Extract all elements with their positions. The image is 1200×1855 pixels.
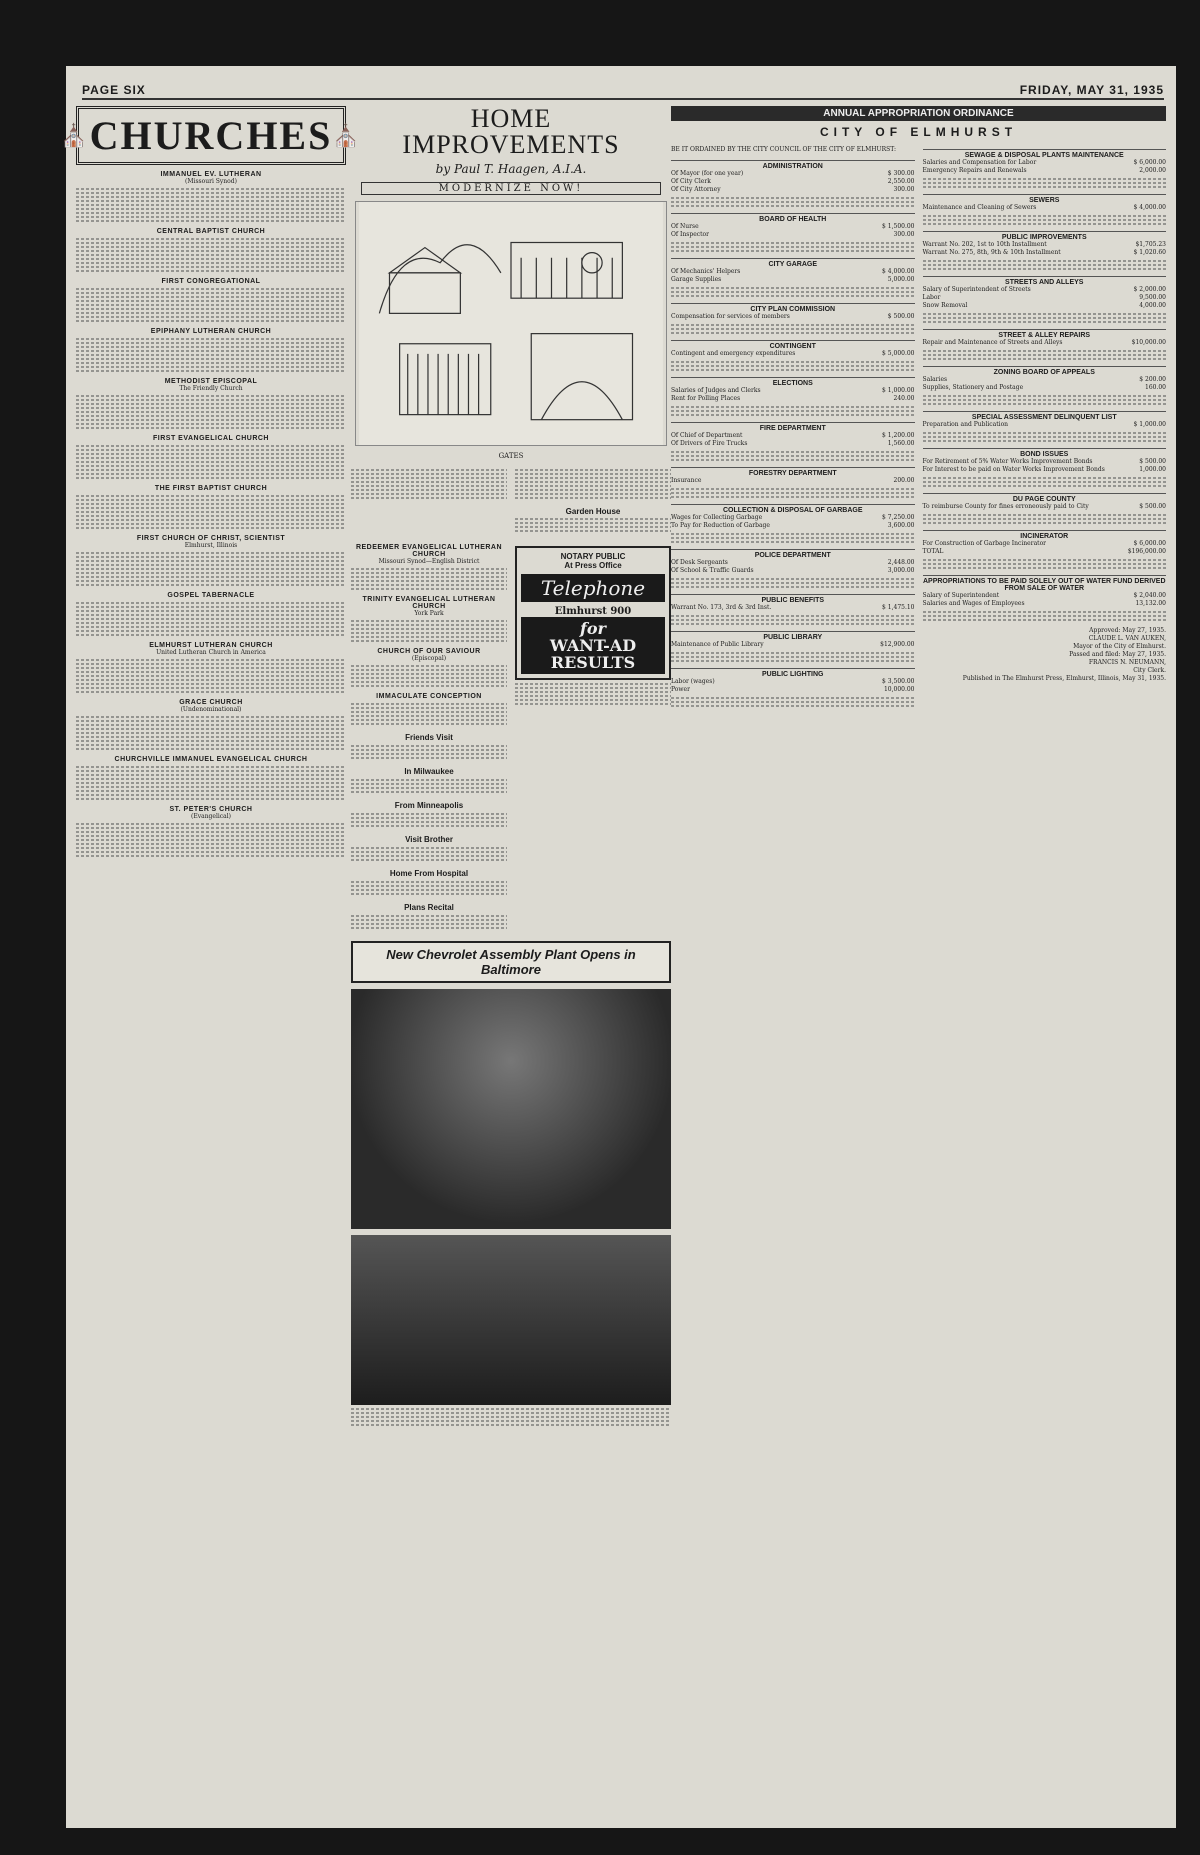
amount: $ 200.00	[1139, 376, 1166, 383]
body-text	[76, 602, 346, 636]
amount: $12,900.00	[880, 641, 915, 648]
amount: 10,000.00	[883, 686, 915, 693]
ordinance-section-title: SEWAGE & DISPOSAL PLANTS MAINTENANCE	[923, 149, 1167, 159]
church-name: EPIPHANY LUTHERAN CHURCH	[150, 328, 272, 335]
ordinance-section-title: PUBLIC LIGHTING	[671, 668, 915, 678]
church-name: METHODIST EPISCOPAL	[164, 378, 258, 385]
ordinance-section-title: SEWERS	[923, 194, 1167, 204]
notary-below-text	[515, 683, 671, 705]
body-text	[671, 287, 915, 297]
line-item: Power	[671, 686, 690, 693]
body-text	[923, 260, 1167, 270]
ordinance-row	[671, 477, 915, 485]
ordinance-row	[923, 294, 1167, 302]
body-text	[351, 813, 507, 827]
ordinance-section-title: PUBLIC BENEFITS	[671, 594, 915, 604]
line-item: Emergency Repairs and Renewals	[922, 167, 1027, 174]
line-item: Warrant No. 173, 3rd & 3rd Inst.	[671, 604, 772, 611]
amount: 300.00	[893, 231, 915, 238]
church-name: CHURCHVILLE IMMANUEL EVANGELICAL CHURCH	[114, 756, 308, 763]
ordinance-row	[923, 458, 1167, 466]
ordinance-title: ANNUAL APPROPRIATION ORDINANCE	[671, 106, 1166, 121]
amount: $ 1,020.60	[1133, 249, 1166, 256]
amount: $ 500.00	[1139, 458, 1166, 465]
body-text	[671, 197, 915, 207]
ordinance-row	[671, 432, 915, 440]
gates-text-left	[351, 467, 507, 534]
amount: $ 2,000.00	[1133, 286, 1166, 293]
body-text	[671, 488, 915, 498]
church-subtitle: The Friendly Church	[179, 385, 243, 392]
page-header	[82, 82, 1164, 100]
church-name: IMMACULATE CONCEPTION	[376, 693, 482, 700]
line-item: Of Desk Sergeants	[671, 559, 728, 566]
ordinance-row	[923, 421, 1167, 429]
line-item: To Pay for Reduction of Garbage	[671, 522, 770, 529]
ordinance-row	[671, 678, 915, 686]
gates-caption: GATES	[498, 452, 524, 460]
churches-column	[60, 106, 362, 1426]
line-item: Snow Removal	[922, 302, 968, 309]
amount: $ 300.00	[887, 170, 915, 177]
church-name: FIRST CHURCH OF CHRIST, SCIENTIST	[136, 535, 286, 542]
ordinance-row	[923, 241, 1167, 249]
church-listing	[76, 485, 346, 529]
ordinance-row	[923, 159, 1167, 167]
want-ad-block: for WANT-AD RESULTS	[521, 617, 665, 674]
body-text	[351, 703, 507, 725]
ordinance-row	[671, 686, 915, 694]
note-heading: Plans Recital	[404, 903, 454, 912]
line-item: Rent for Polling Places	[671, 395, 741, 402]
line-item: Salaries and Compensation for Labor	[922, 159, 1037, 166]
body-text	[923, 178, 1167, 188]
church-listing	[76, 592, 346, 636]
amount: $ 1,500.00	[882, 223, 915, 230]
home-improvements-title: HOME IMPROVEMENTS	[402, 104, 620, 159]
amount: $10,000.00	[1131, 339, 1166, 346]
line-item: Of Mayor (for one year)	[671, 170, 744, 177]
ordinance-section-title: CITY GARAGE	[671, 258, 915, 268]
amount: 9,500.00	[1139, 294, 1166, 301]
church-listing	[351, 648, 507, 687]
issue-date: FRIDAY, MAY 31, 1935	[1019, 83, 1164, 97]
line-item: Supplies, Stationery and Postage	[922, 384, 1024, 391]
line-item: Repair and Maintenance of Streets and Alleys	[922, 339, 1063, 346]
church-name: GOSPEL TABERNACLE	[167, 592, 255, 599]
amount: 1,560.00	[887, 440, 915, 447]
note-heading: From Minneapolis	[394, 801, 464, 810]
ordinance-section-title: SPECIAL ASSESSMENT DELINQUENT LIST	[923, 411, 1167, 421]
gates-text-right	[515, 467, 671, 534]
ordinance-left-sections	[671, 160, 915, 707]
church-name: THE FIRST BAPTIST CHURCH	[154, 485, 268, 492]
body-text	[76, 716, 346, 750]
telephone-label: Telephone	[521, 574, 665, 602]
line-item: For Construction of Garbage Incinerator	[922, 540, 1047, 547]
body-text	[923, 432, 1167, 442]
church-listing	[76, 378, 346, 429]
photo-caption	[351, 1408, 671, 1426]
ordinance-row	[671, 567, 915, 575]
amount: 300.00	[893, 186, 915, 193]
amount: $ 1,000.00	[882, 387, 915, 394]
line-item: Warrant No. 202, 1st to 10th Installment	[922, 241, 1047, 248]
body-text	[923, 350, 1167, 360]
line-item: Of School & Traffic Guards	[671, 567, 754, 574]
church-name: TRINITY EVANGELICAL LUTHERAN CHURCH	[362, 596, 496, 610]
amount: 200.00	[893, 477, 915, 484]
churches-heading: ⛪ CHURCHES ⛪	[76, 106, 346, 165]
ordinance-section-title: BOARD OF HEALTH	[671, 213, 915, 223]
body-text	[351, 779, 507, 793]
line-item: Warrant No. 275, 8th, 9th & 10th Installment	[922, 249, 1061, 256]
body-text	[671, 578, 915, 588]
garden-house-heading: Garden House	[565, 507, 621, 516]
ordinance-row	[923, 600, 1167, 608]
ordinance-section-title: ADMINISTRATION	[671, 160, 915, 170]
banquet-photo	[351, 989, 671, 1229]
amount: 13,132.00	[1135, 600, 1166, 607]
clerk-name: FRANCIS N. NEUMANN,	[1088, 659, 1166, 666]
body-text	[351, 620, 507, 642]
body-text	[76, 395, 346, 429]
gates-illustration	[355, 201, 667, 446]
body-text	[76, 338, 346, 372]
church-subtitle: York Park	[414, 610, 444, 617]
body-text	[76, 659, 346, 693]
amount: 160.00	[1145, 384, 1166, 391]
body-text	[671, 361, 915, 371]
ordinance-section-title: CONTINGENT	[671, 340, 915, 350]
lower-middle	[351, 538, 671, 931]
ordinance-row	[671, 514, 915, 522]
body-text	[351, 847, 507, 861]
line-item: Labor (wages)	[671, 678, 715, 685]
church-listing	[76, 435, 346, 479]
ordinance-section-title: FIRE DEPARTMENT	[671, 422, 915, 432]
line-item: Of Chief of Department	[671, 432, 743, 439]
amount: 4,000.00	[1139, 302, 1166, 309]
ordinance-left	[671, 143, 915, 709]
line-item: To reimburse County for fines erroneously paid to City	[922, 503, 1089, 510]
ordinance-columns	[671, 143, 1166, 709]
amount: $ 2,040.00	[1133, 592, 1166, 599]
amount: $ 1,000.00	[1133, 421, 1166, 428]
ordinance-row	[923, 204, 1167, 212]
body-text	[671, 615, 915, 625]
newspaper-page	[60, 66, 1176, 1828]
church-list-right	[351, 544, 507, 725]
church-listing	[76, 535, 346, 586]
body-text	[351, 915, 507, 929]
body-text	[671, 451, 915, 461]
ordinance-section-title: POLICE DEPARTMENT	[671, 549, 915, 559]
note-heading: Friends Visit	[405, 733, 453, 742]
body-text	[671, 324, 915, 334]
body-text	[76, 445, 346, 479]
gates-article	[351, 464, 671, 534]
church-name: ST. PETER'S CHURCH	[169, 806, 253, 813]
body-text	[923, 477, 1167, 487]
line-item: Wages for Collecting Garbage	[671, 514, 763, 521]
body-text	[351, 665, 507, 687]
line-item: Salaries of Judges and Clerks	[671, 387, 761, 394]
church-name: ELMHURST LUTHERAN CHURCH	[149, 642, 273, 649]
body-text	[923, 611, 1167, 621]
ordinance-row	[671, 641, 915, 649]
note-heading: Visit Brother	[405, 835, 453, 844]
church-listing	[76, 228, 346, 272]
church-listing	[351, 693, 507, 725]
church-name: FIRST EVANGELICAL CHURCH	[153, 435, 269, 442]
body-text	[76, 552, 346, 586]
line-item: Labor	[922, 294, 941, 301]
church-listing	[351, 544, 507, 590]
ordinance-approval: Approved: May 27, 1935. CLAUDE L. VAN AUKEN, Mayor of the City of Elmhurst. Passed and filed: May 27, 1935. FRANCIS N. NEUMANN, City Clerk. Published in The Elmhurst Press, Elmhurst, Illinois, May 31, 1935.	[923, 627, 1167, 683]
ordinance-right-sections	[923, 149, 1167, 621]
ordinance-row	[671, 350, 915, 358]
amount: 2,550.00	[887, 178, 915, 185]
line-item: Salaries and Wages of Employees	[922, 600, 1025, 607]
note-heading: In Milwaukee	[404, 767, 454, 776]
line-item: Of Nurse	[671, 223, 699, 230]
church-list	[76, 171, 346, 857]
ordinance-row	[671, 170, 915, 178]
line-item: Of Mechanics' Helpers	[671, 268, 741, 275]
ordinance-row	[923, 384, 1167, 392]
body-text	[76, 288, 346, 322]
ordinance-row	[923, 503, 1167, 511]
body-text	[923, 559, 1167, 569]
amount: $ 4,000.00	[1133, 204, 1166, 211]
church-subtitle: Elmhurst, Illinois	[184, 542, 238, 549]
church-subtitle: (Missouri Synod)	[185, 178, 237, 185]
ordinance-section-title: INCINERATOR	[923, 530, 1167, 540]
line-item: Of City Attorney	[671, 186, 721, 193]
body-text	[76, 188, 346, 222]
amount: 3,000.00	[887, 567, 915, 574]
ordinance-section-title: PUBLIC IMPROVEMENTS	[923, 231, 1167, 241]
mayor-name: CLAUDE L. VAN AUKEN,	[1088, 635, 1166, 642]
body-text	[76, 766, 346, 800]
ordinance-section-title: CITY PLAN COMMISSION	[671, 303, 915, 313]
church-name: CHURCH OF OUR SAVIOUR	[377, 648, 481, 655]
line-item: Of City Clerk	[671, 178, 711, 185]
church-name: GRACE CHURCH	[179, 699, 243, 706]
body-text	[923, 215, 1167, 225]
line-item: For Retirement of 5% Water Works Improvement Bonds	[922, 458, 1093, 465]
body-text	[671, 406, 915, 416]
church-name: IMMANUEL EV. LUTHERAN	[160, 171, 262, 178]
notary-ad	[515, 546, 671, 680]
ordinance-intro: BE IT ORDAINED BY THE CITY COUNCIL OF THE CITY OF ELMHURST:	[671, 146, 897, 153]
ordinance-row	[923, 540, 1167, 548]
phone-number: Elmhurst 900	[554, 606, 632, 617]
line-item: Maintenance and Cleaning of Sewers	[922, 204, 1037, 211]
ordinance-city: CITY OF ELMHURST	[819, 125, 1018, 139]
church-subtitle: (Evangelical)	[191, 813, 231, 820]
ordinance-row	[923, 466, 1167, 474]
ordinance-row	[671, 559, 915, 567]
church-listing	[76, 171, 346, 222]
church-listing	[76, 328, 346, 372]
amount: 2,000.00	[1139, 167, 1166, 174]
body-text	[351, 745, 507, 759]
line-item: Salary of Superintendent of Streets	[922, 286, 1031, 293]
line-item: Preparation and Publication	[922, 421, 1009, 428]
ordinance-row	[671, 276, 915, 284]
social-notes	[351, 733, 507, 929]
ordinance-row	[671, 604, 915, 612]
ordinance-row	[923, 249, 1167, 257]
ordinance-row	[923, 376, 1167, 384]
amount: 1,000.00	[1139, 466, 1166, 473]
church-name: REDEEMER EVANGELICAL LUTHERAN CHURCH	[355, 544, 503, 558]
body-text	[671, 697, 915, 707]
church-listing	[76, 699, 346, 750]
body-text	[76, 495, 346, 529]
notary-ad-column	[515, 538, 671, 931]
ordinance-row	[671, 178, 915, 186]
ordinance-row	[671, 522, 915, 530]
ordinance-row	[923, 339, 1167, 347]
amount: $ 500.00	[887, 313, 915, 320]
amount: $ 1,200.00	[882, 432, 915, 439]
line-item: Garage Supplies	[671, 276, 722, 283]
body-text	[76, 823, 346, 857]
ordinance-section-title: DU PAGE COUNTY	[923, 493, 1167, 503]
amount: $ 1,475.10	[882, 604, 915, 611]
church-listing	[351, 596, 507, 642]
ordinance-row	[923, 286, 1167, 294]
amount: $1,705.23	[1135, 241, 1166, 248]
amount: $196,000.00	[1127, 548, 1166, 555]
assembly-plant-photo	[351, 1235, 671, 1405]
notary-line1: NOTARY PUBLIC	[560, 552, 626, 561]
church-listing	[76, 806, 346, 857]
church-listing	[76, 642, 346, 693]
body-text	[351, 568, 507, 590]
ordinance-section-title: FORESTRY DEPARTMENT	[671, 467, 915, 477]
ordinance-row	[671, 223, 915, 231]
body-text	[351, 881, 507, 895]
amount: $ 3,500.00	[882, 678, 915, 685]
ordinance-right	[923, 143, 1167, 709]
amount: 240.00	[893, 395, 915, 402]
ordinance-section-title: ELECTIONS	[671, 377, 915, 387]
ordinance-row	[923, 592, 1167, 600]
amount: $ 5,000.00	[882, 350, 915, 357]
church-subtitle: Missouri Synod—English District	[378, 558, 480, 565]
line-item: Salaries	[922, 376, 948, 383]
body-text	[76, 238, 346, 272]
ordinance-row	[923, 167, 1167, 175]
amount: $ 7,250.00	[882, 514, 915, 521]
line-item: Of Inspector	[671, 231, 710, 238]
ordinance-section-title: COLLECTION & DISPOSAL OF GARBAGE	[671, 504, 915, 514]
line-item: Maintenance of Public Library	[671, 641, 764, 648]
note-heading: Home From Hospital	[389, 869, 469, 878]
line-item: Insurance	[671, 477, 702, 484]
line-item: For Interest to be paid on Water Works Improvement Bonds	[922, 466, 1105, 473]
line-item: Of Drivers of Fire Trucks	[671, 440, 748, 447]
church-subtitle: United Lutheran Church in America	[156, 649, 266, 656]
amount: $ 500.00	[1139, 503, 1166, 510]
modernize-banner: MODERNIZE NOW!	[361, 182, 661, 195]
line-item: Compensation for services of members	[671, 313, 790, 320]
ordinance-section-title: STREET & ALLEY REPAIRS	[923, 329, 1167, 339]
ordinance-column	[671, 106, 1166, 1806]
church-subtitle: (Episcopal)	[411, 655, 447, 662]
amount: 5,000.00	[887, 276, 915, 283]
amount: $ 6,000.00	[1133, 540, 1166, 547]
ordinance-row	[923, 302, 1167, 310]
amount: $ 6,000.00	[1133, 159, 1166, 166]
body-text	[671, 242, 915, 252]
amount: $ 4,000.00	[882, 268, 915, 275]
page-number: PAGE SIX	[82, 83, 146, 97]
body-text	[671, 652, 915, 662]
home-improvements-column	[351, 106, 671, 1596]
notary-line2: At Press Office	[564, 561, 622, 570]
church-name: CENTRAL BAPTIST CHURCH	[156, 228, 266, 235]
amount: 2,448.00	[887, 559, 915, 566]
ordinance-row	[671, 268, 915, 276]
body-text	[923, 514, 1167, 524]
ordinance-section-title: BOND ISSUES	[923, 448, 1167, 458]
ordinance-section-title: STREETS AND ALLEYS	[923, 276, 1167, 286]
ordinance-row	[671, 186, 915, 194]
body-text	[923, 395, 1167, 405]
church-name: FIRST CONGREGATIONAL	[161, 278, 261, 285]
ordinance-section-title: APPROPRIATIONS TO BE PAID SOLELY OUT OF WATER FUND DERIVED FROM SALE OF WATER	[923, 575, 1167, 592]
body-text	[923, 313, 1167, 323]
church-and-notes-column	[351, 538, 507, 931]
amount: 3,600.00	[887, 522, 915, 529]
ordinance-row	[671, 313, 915, 321]
church-subtitle: (Undenominational)	[180, 706, 242, 713]
line-item: TOTAL	[922, 548, 944, 555]
church-left-icon: ⛪	[60, 122, 90, 148]
ordinance-row	[671, 231, 915, 239]
ordinance-row	[671, 387, 915, 395]
line-item: Salary of Superintendent	[922, 592, 1000, 599]
ordinance-row	[671, 395, 915, 403]
church-right-icon: ⛪	[332, 122, 362, 148]
chevrolet-headline: New Chevrolet Assembly Plant Opens in Baltimore	[351, 941, 671, 983]
line-item: Contingent and emergency expenditures	[671, 350, 796, 357]
ordinance-row	[671, 440, 915, 448]
church-listing	[76, 756, 346, 800]
church-listing	[76, 278, 346, 322]
byline: by Paul T. Haagen, A.I.A.	[435, 162, 587, 176]
body-text	[671, 533, 915, 543]
ordinance-row	[923, 548, 1167, 556]
ordinance-section-title: PUBLIC LIBRARY	[671, 631, 915, 641]
ordinance-section-title: ZONING BOARD OF APPEALS	[923, 366, 1167, 376]
